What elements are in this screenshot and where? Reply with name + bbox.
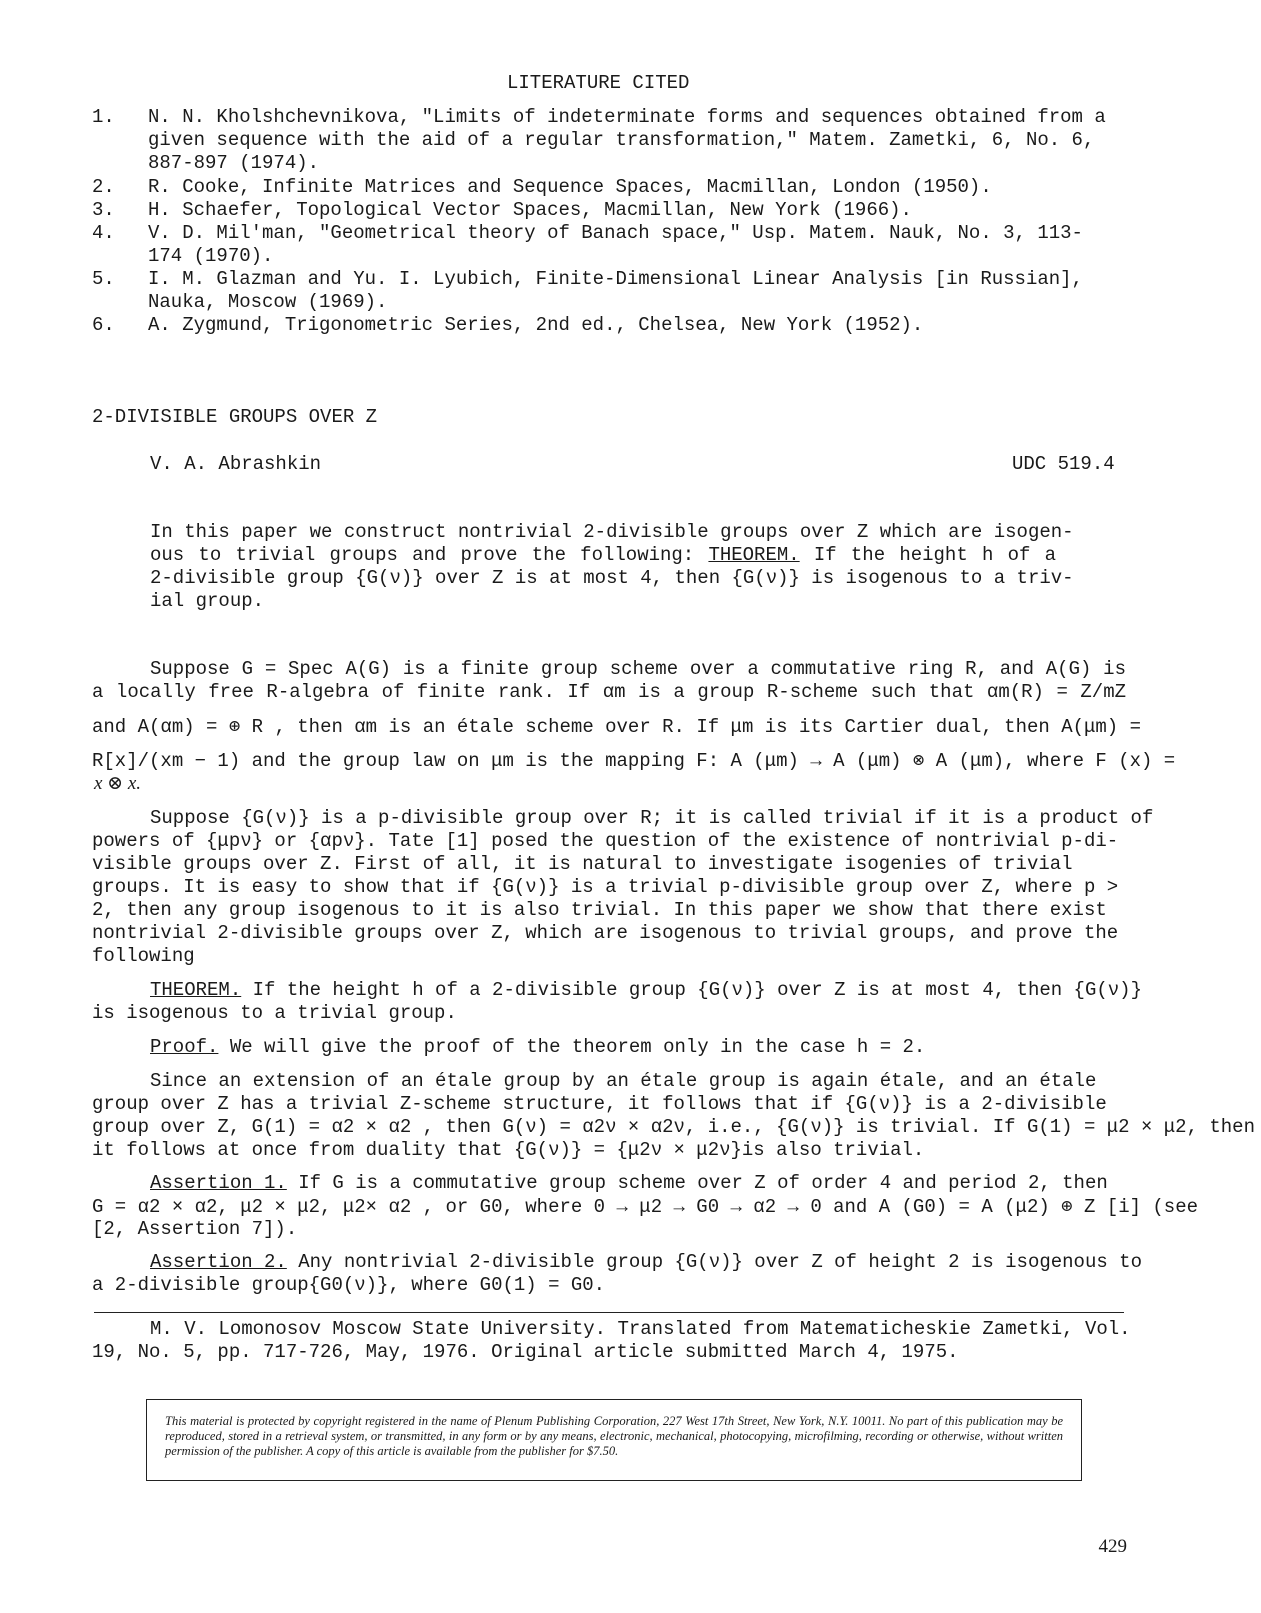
reference-text: I. M. Glazman and Yu. I. Lyubich, Finite-Dimensional Linear Analysis [in Russian], xyxy=(148,268,1083,290)
reference-item xyxy=(92,314,1122,364)
reference-item xyxy=(92,106,1122,174)
theorem-line: THEOREM. If the height h of a 2-divisible group {G(ν)} over Z is at most 4, then {G(ν)} xyxy=(150,979,1142,1001)
body-line: and A(αm) = ⊕ R , then αm is an étale scheme over R. If μm is its Cartier dual, then A(μm) = xyxy=(92,716,1142,738)
reference-item xyxy=(92,222,1122,272)
assertion-1-label: Assertion 1. xyxy=(150,1172,287,1194)
reference-number: 5. xyxy=(92,268,115,290)
author: V. A. Abrashkin xyxy=(150,453,322,475)
abstract-line: ous to trivial groups and prove the following: THEOREM. If the height h of a xyxy=(150,544,1056,566)
footnote-line: 19, No. 5, pp. 717-726, May, 1976. Original article submitted March 4, 1975. xyxy=(92,1341,959,1363)
literature-heading: LITERATURE CITED xyxy=(507,72,690,94)
reference-item xyxy=(92,268,1122,318)
body-line: group over Z, G(1) = α2 × α2 , then G(ν) = α2ν × α2ν, i.e., {G(ν)} is trivial. If G(1) = μ2 × μ2, then xyxy=(92,1116,1255,1138)
reference-text: R. Cooke, Infinite Matrices and Sequence Spaces, Macmillan, London (1950). xyxy=(148,176,992,198)
body-line: powers of {μpν} or {αpν}. Tate [1] posed the question of the existence of nontrivial p-di- xyxy=(92,830,1119,852)
reference-text: N. N. Kholshchevnikova, "Limits of indeterminate forms and sequences obtained from a xyxy=(148,106,1106,128)
abstract-line: ial group. xyxy=(150,590,265,612)
assertion-2-label: Assertion 2. xyxy=(150,1251,287,1273)
reference-text: 887-897 (1974). xyxy=(148,152,320,174)
assertion-line: [2, Assertion 7]). xyxy=(92,1218,298,1240)
assertion-line: Assertion 2. Any nontrivial 2-divisible group {G(ν)} over Z of height 2 is isogenous to xyxy=(150,1251,1142,1273)
assertion-line: a 2-divisible group{G0(ν)}, where G0(1) = G0. xyxy=(92,1274,606,1296)
udc-code: UDC 519.4 xyxy=(1012,453,1115,475)
assertion-line: Assertion 1. If G is a commutative group scheme over Z of order 4 and period 2, then xyxy=(150,1172,1108,1194)
reference-number: 2. xyxy=(92,176,115,198)
copyright-notice: This material is protected by copyright registered in the name of Plenum Publishing Corporation, 227 West 17th Street, New York, N.Y. 10011. No part of this publication may be reproduced, stored in a retrieval system, or transmitted, in any form or by any means, electronic, mechanical, photocopying, microfilming, recording or otherwise, without written permission of the publisher. A copy of this article is available from the publisher for $7.50. xyxy=(146,1399,1082,1481)
body-line: group over Z has a trivial Z-scheme structure, it follows that if {G(ν)} is a 2-divisible xyxy=(92,1093,1107,1115)
body-line: visible groups over Z. First of all, it is natural to investigate isogenies of trivial xyxy=(92,853,1073,875)
page-number: 429 xyxy=(1098,1536,1127,1557)
footnote-rule xyxy=(94,1312,1124,1313)
theorem-line: is isogenous to a trivial group. xyxy=(92,1002,457,1024)
article-title: 2-DIVISIBLE GROUPS OVER Z xyxy=(92,406,378,428)
reference-text: A. Zygmund, Trigonometric Series, 2nd ed., Chelsea, New York (1952). xyxy=(148,314,924,336)
reference-text: 174 (1970). xyxy=(148,245,274,267)
body-line: Suppose {G(ν)} is a p-divisible group over R; it is called trivial if it is a product of xyxy=(150,807,1154,829)
proof-line: Proof. We will give the proof of the theorem only in the case h = 2. xyxy=(150,1036,926,1058)
body-line: groups. It is easy to show that if {G(ν)} is a trivial p-divisible group over Z, where p > xyxy=(92,876,1119,898)
proof-label: Proof. xyxy=(150,1036,219,1058)
reference-text: given sequence with the aid of a regular transformation," Matem. Zametki, 6, No. 6, xyxy=(148,129,1095,151)
body-line: nontrivial 2-divisible groups over Z, which are isogenous to trivial groups, and prove the xyxy=(92,922,1119,944)
abstract-line: 2-divisible group {G(ν)} over Z is at most 4, then {G(ν)} is isogenous to a triv- xyxy=(150,567,1074,589)
footnote-line: M. V. Lomonosov Moscow State University. Translated from Matematicheskie Zametki, Vol. xyxy=(150,1318,1131,1340)
theorem-label: THEOREM. xyxy=(150,979,242,1001)
body-line: following xyxy=(92,945,195,967)
reference-number: 6. xyxy=(92,314,115,336)
theorem-label: THEOREM. xyxy=(708,544,800,566)
reference-number: 3. xyxy=(92,199,115,221)
body-line: Since an extension of an étale group by an étale group is again étale, and an étale xyxy=(150,1070,1097,1092)
body-line: it follows at once from duality that {G(ν)} = {μ2ν × μ2ν}is also trivial. xyxy=(92,1139,925,1161)
assertion-line: G = α2 × α2, μ2 × μ2, μ2× α2 , or G0, where 0 → μ2 → G0 → α2 → 0 and A (G0) = A (μ2) ⊕ Z [i] (see xyxy=(92,1196,1199,1218)
reference-number: 4. xyxy=(92,222,115,244)
reference-text: H. Schaefer, Topological Vector Spaces, Macmillan, New York (1966). xyxy=(148,199,912,221)
body-line: x ⊗ x. xyxy=(94,773,142,794)
reference-text: Nauka, Moscow (1969). xyxy=(148,291,388,313)
reference-text: V. D. Mil'man, "Geometrical theory of Banach space," Usp. Matem. Nauk, No. 3, 113- xyxy=(148,222,1083,244)
body-line: Suppose G = Spec A(G) is a finite group scheme over a commutative ring R, and A(G) is xyxy=(150,658,1126,680)
body-line: 2, then any group isogenous to it is also trivial. In this paper we show that there exist xyxy=(92,899,1107,921)
abstract-line: In this paper we construct nontrivial 2-divisible groups over Z which are isogen- xyxy=(150,521,1074,543)
body-line: a locally free R-algebra of finite rank. If αm is a group R-scheme such that αm(R) = Z/mZ xyxy=(92,681,1126,703)
reference-number: 1. xyxy=(92,106,115,128)
body-line: R[x]/(xm − 1) and the group law on μm is the mapping F: A (μm) → A (μm) ⊗ A (μm), where F (x) = xyxy=(92,750,1176,772)
